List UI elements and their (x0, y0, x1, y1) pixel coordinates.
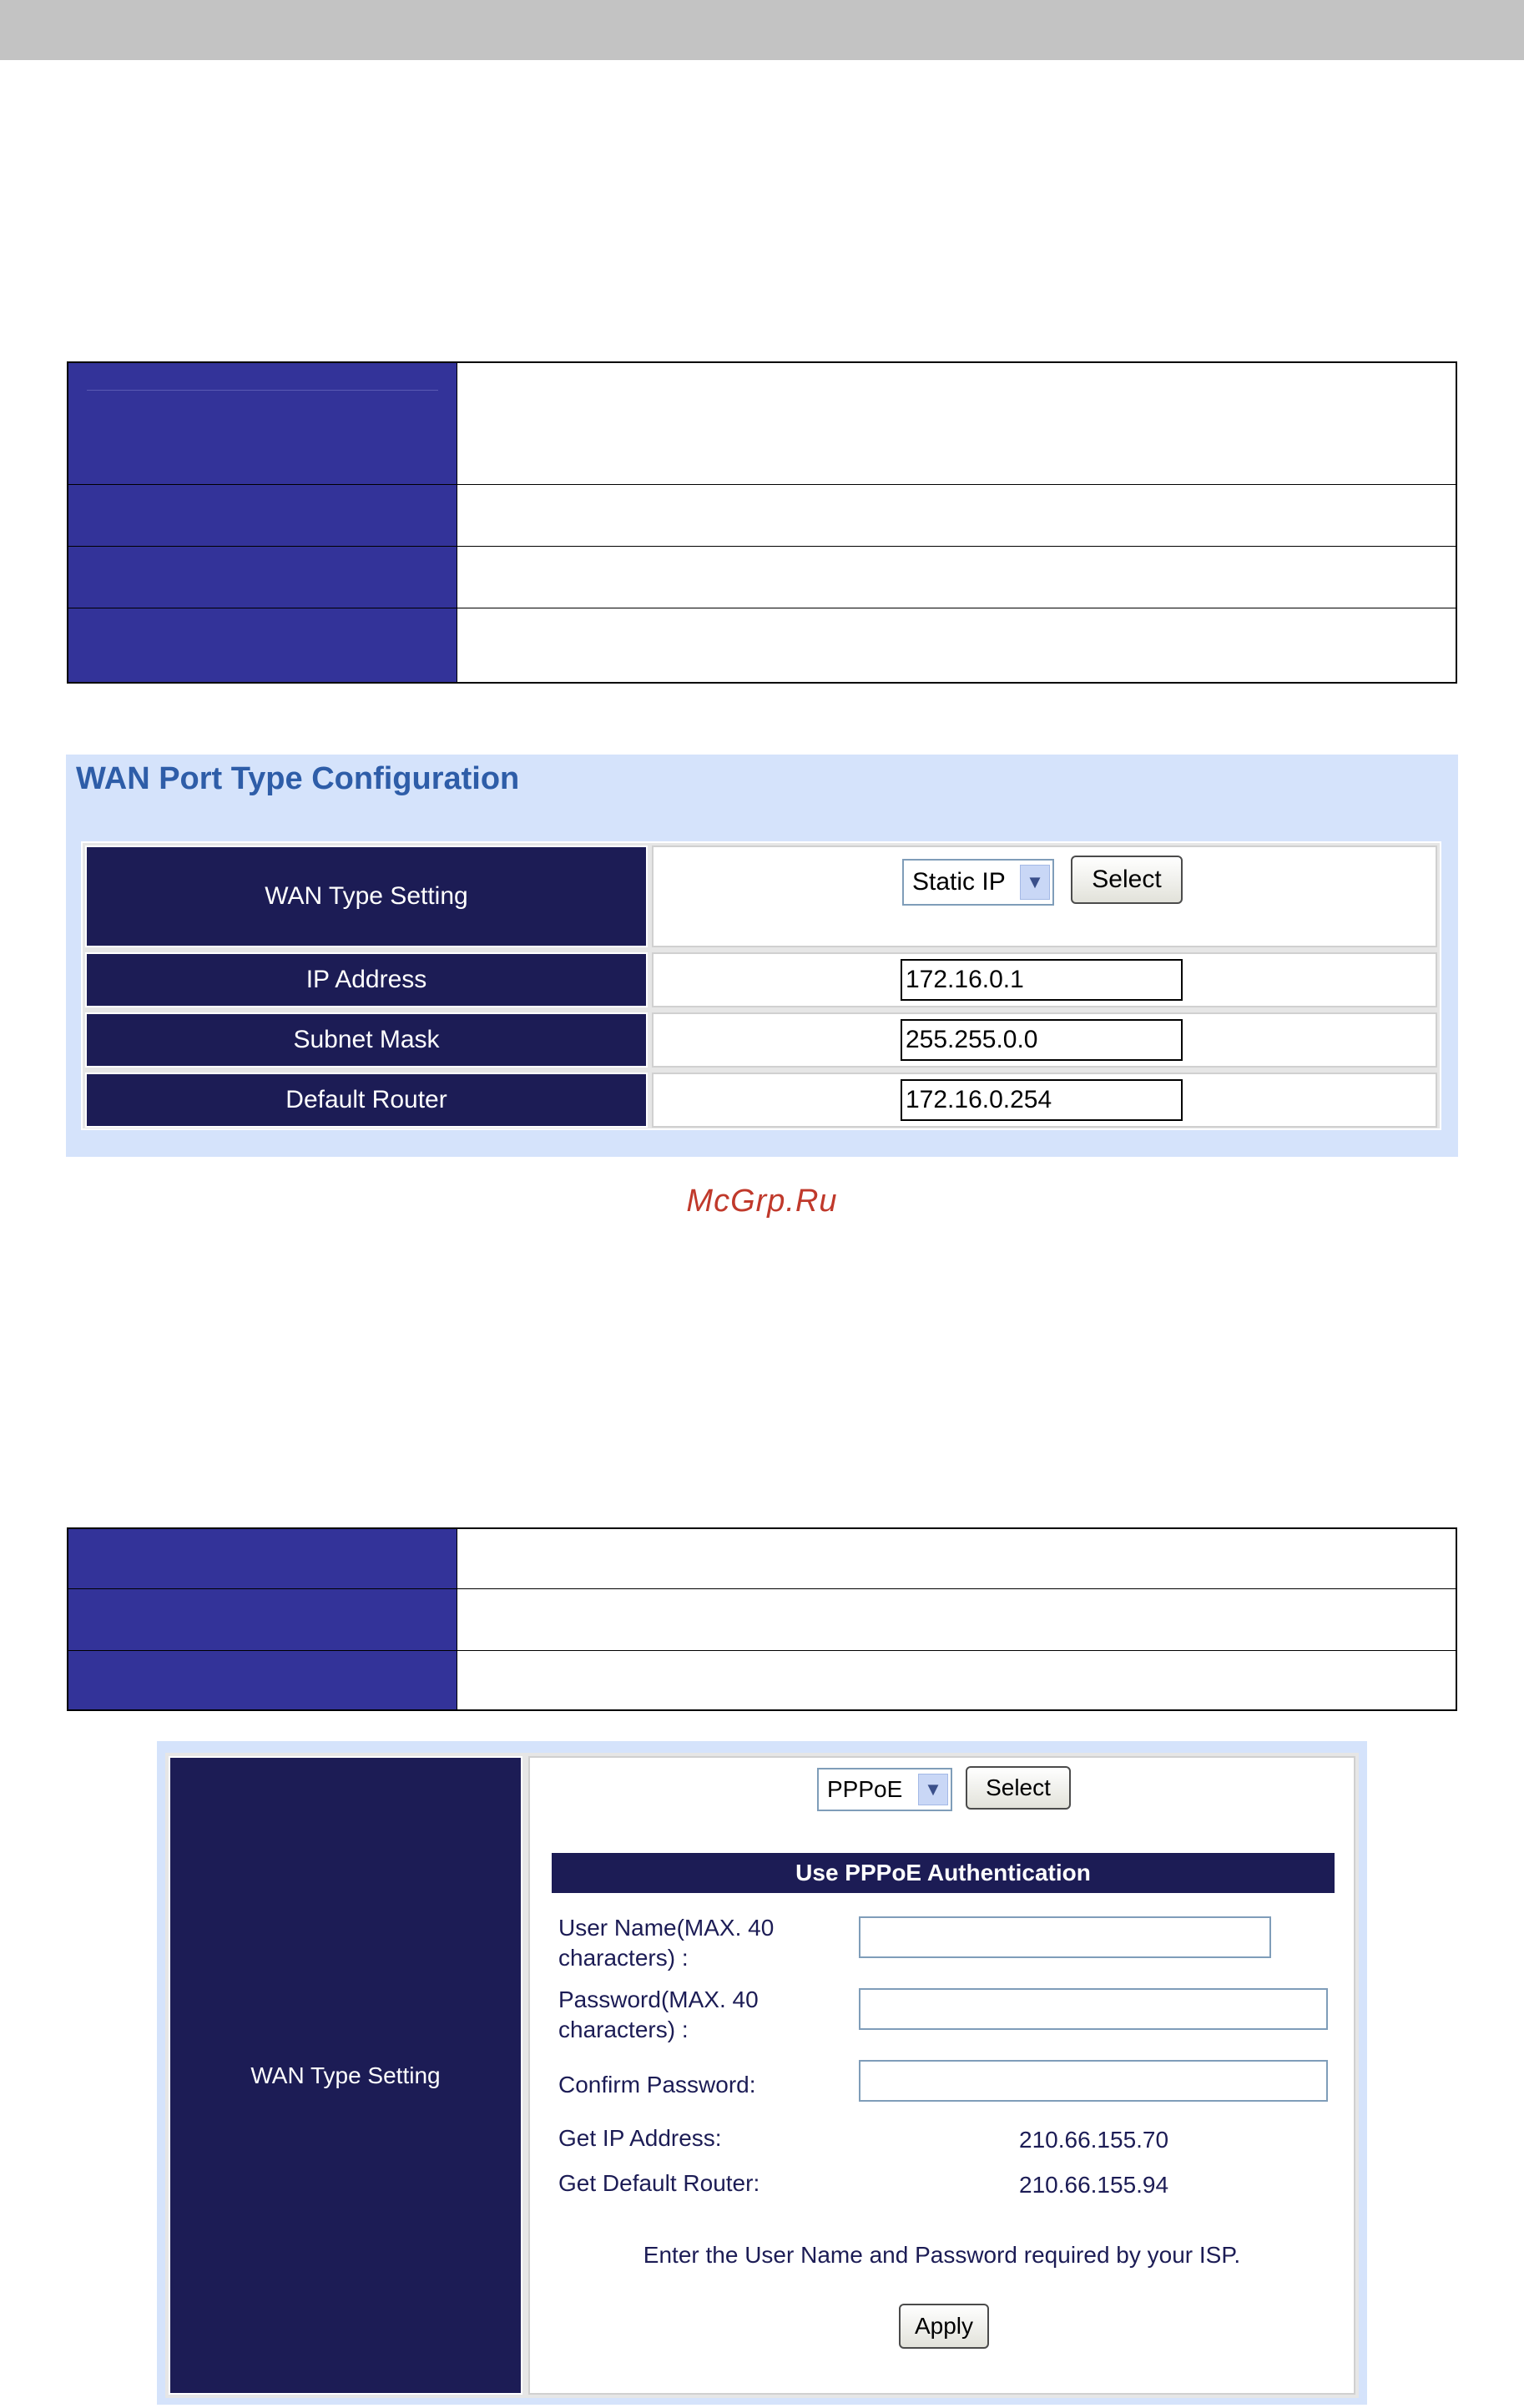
ip-address-value-cell (652, 952, 1437, 1007)
wan-type-label: WAN Type Setting (169, 1756, 522, 2395)
chevron-down-icon[interactable]: ▼ (918, 1774, 948, 1805)
table-row-header (68, 1529, 457, 1588)
wan-config-grid (81, 841, 1441, 1130)
table-row-header (68, 608, 457, 682)
user-name-label-line: User Name(MAX. 40 (558, 1915, 775, 1941)
apply-button[interactable]: Apply (899, 2304, 989, 2349)
wan-type-selected: PPPoE (827, 1776, 903, 1802)
chevron-down-icon[interactable]: ▼ (1020, 865, 1050, 900)
password-label-line: Password(MAX. 40 (558, 1986, 759, 2012)
select-button[interactable]: Select (1071, 856, 1183, 904)
table-row-description (457, 1589, 1456, 1650)
user-name-input[interactable] (859, 1916, 1271, 1958)
wan-type-select[interactable] (817, 1768, 952, 1811)
panel-title: WAN Port Type Configuration (76, 761, 520, 796)
divider (87, 390, 438, 391)
table-row (68, 485, 1456, 547)
wan-port-type-panel (66, 755, 1458, 1157)
subnet-mask-value-cell (652, 1012, 1437, 1068)
password-input[interactable] (859, 1988, 1328, 2030)
ip-address-label: IP Address (85, 952, 648, 1007)
table-row (68, 363, 1456, 485)
page-header-bar (0, 0, 1524, 60)
table-row-header (68, 547, 457, 608)
table-row (68, 608, 1456, 682)
static-ip-description-table (67, 361, 1457, 684)
subnet-mask-input[interactable]: 255.255.0.0 (901, 1019, 1183, 1061)
table-row-header (68, 1651, 457, 1709)
wan-type-selected: Static IP (912, 868, 1006, 896)
get-router-label: Get Default Router: (558, 2170, 760, 2196)
pppoe-config-panel (157, 1741, 1367, 2405)
password-label-line: characters) : (558, 2017, 689, 2042)
table-row-header (68, 1589, 457, 1650)
default-router-value-cell (652, 1073, 1437, 1128)
default-router-row (85, 1073, 1437, 1128)
password-label (558, 1985, 759, 2045)
table-row-description (457, 547, 1456, 608)
auth-header: Use PPPoE Authentication (552, 1853, 1335, 1893)
subnet-mask-row (85, 1012, 1437, 1068)
wan-type-row (85, 846, 1437, 947)
get-router-value: 210.66.155.94 (1019, 2172, 1169, 2198)
table-row-description (457, 1651, 1456, 1709)
subnet-mask-label: Subnet Mask (85, 1012, 648, 1068)
get-ip-label: Get IP Address: (558, 2125, 722, 2151)
confirm-password-input[interactable] (859, 2060, 1328, 2102)
table-row-description (457, 363, 1456, 484)
pppoe-settings (528, 1756, 1355, 2395)
table-row (68, 1589, 1456, 1651)
table-row (68, 1651, 1456, 1709)
watermark: McGrp.Ru (686, 1184, 838, 1219)
wan-type-label: WAN Type Setting (85, 846, 648, 947)
wan-type-select[interactable] (902, 859, 1054, 906)
get-ip-value: 210.66.155.70 (1019, 2127, 1169, 2153)
wan-type-value-cell (652, 846, 1437, 947)
table-row-header (68, 363, 457, 484)
table-row-description (457, 608, 1456, 682)
isp-note: Enter the User Name and Password required by your ISP. (643, 2242, 1241, 2268)
user-name-label (558, 1913, 774, 1973)
default-router-input[interactable]: 172.16.0.254 (901, 1079, 1183, 1121)
user-name-label-line: characters) : (558, 1945, 689, 1971)
table-row-header (68, 485, 457, 546)
default-router-label: Default Router (85, 1073, 648, 1128)
table-row-description (457, 485, 1456, 546)
table-row (68, 1529, 1456, 1589)
ip-address-input[interactable]: 172.16.0.1 (901, 959, 1183, 1001)
ip-address-row (85, 952, 1437, 1007)
table-row-description (457, 1529, 1456, 1588)
pppoe-description-table (67, 1527, 1457, 1711)
table-row (68, 547, 1456, 608)
pppoe-config-grid (165, 1753, 1359, 2398)
confirm-password-label: Confirm Password: (558, 2072, 756, 2098)
select-button[interactable]: Select (966, 1766, 1071, 1810)
